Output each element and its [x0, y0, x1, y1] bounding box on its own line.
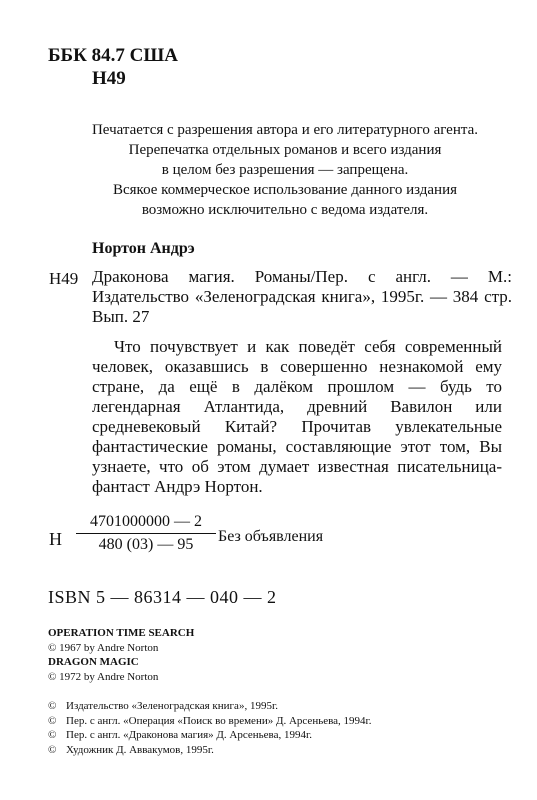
- notice-line: Всякое коммерческое использование данного издания: [112, 182, 458, 198]
- copyright-text: Художник Д. Аввакумов, 1995г.: [66, 743, 214, 756]
- notice-line: Печатается с разрешения автора и его литературного агента.: [91, 122, 479, 138]
- copyright-line: [48, 728, 372, 743]
- copyright-notice: [40, 120, 530, 220]
- author-mark: Н49: [92, 68, 126, 89]
- copyright-symbol: ©: [48, 743, 57, 756]
- annotation: Что почувствует и как поведёт себя современный человек, оказавшись в совершенно незнакомой ему стране, да ещё в далёком прошлом — будь то легендарная Атлантида, древний Вавилон или средневековый Китай? Прочитав увлекательные фантастические романы, составляющие этот том, Вы узнаете, что об этом думает известная писательница-фантаст Андрэ Нортон.: [92, 337, 502, 496]
- pub-code-numerator: 4701000000 — 2: [76, 513, 216, 534]
- original-title: DRAGON MAGIC: [48, 656, 139, 668]
- copyright-symbol: ©: [48, 729, 57, 741]
- copyright-line: [48, 699, 372, 714]
- bibliographic-entry: Драконова магия. Романы/Пер. с англ. — М.: Издательство «Зеленоградская книга», 1995г. — 384 стр. Вып. 27: [92, 267, 512, 326]
- pub-code-denominator: 480 (03) — 95: [98, 536, 194, 553]
- notice-line: возможно исключительно с ведома издателя.: [141, 202, 429, 218]
- pub-code-note: Без объявления: [218, 528, 324, 545]
- copyright-text: Пер. с англ. «Операция «Поиск во времени» Д. Арсеньева, 1994г.: [66, 714, 372, 727]
- copyright-list: [48, 699, 372, 757]
- copyright-symbol: ©: [48, 700, 57, 712]
- copyright-line: [48, 743, 372, 758]
- notice-line: в целом без разрешения — запрещена.: [161, 162, 409, 178]
- copyright-symbol: ©: [48, 714, 57, 727]
- pub-code-letter: Н: [49, 529, 62, 549]
- copyright-text: Пер. с англ. «Драконова магия» Д. Арсеньева, 1994г.: [66, 729, 312, 741]
- bbk-code: ББК 84.7 США: [48, 45, 178, 66]
- original-title: OPERATION TIME SEARCH: [48, 627, 195, 639]
- copyright-line: [48, 714, 372, 729]
- bib-code: Н49: [49, 269, 79, 288]
- original-copyright: © 1972 by Andre Norton: [48, 670, 159, 683]
- isbn: ISBN 5 — 86314 — 040 — 2: [48, 587, 277, 607]
- notice-line: Перепечатка отдельных романов и всего издания: [128, 142, 442, 158]
- classification-block: [48, 44, 178, 90]
- original-copyright: © 1967 by Andre Norton: [48, 641, 159, 654]
- copyright-text: Издательство «Зеленоградская книга», 1995г.: [66, 700, 278, 712]
- author-heading: Нортон Андрэ: [92, 240, 195, 257]
- original-titles: [48, 626, 194, 684]
- pub-code-fraction: [76, 513, 216, 554]
